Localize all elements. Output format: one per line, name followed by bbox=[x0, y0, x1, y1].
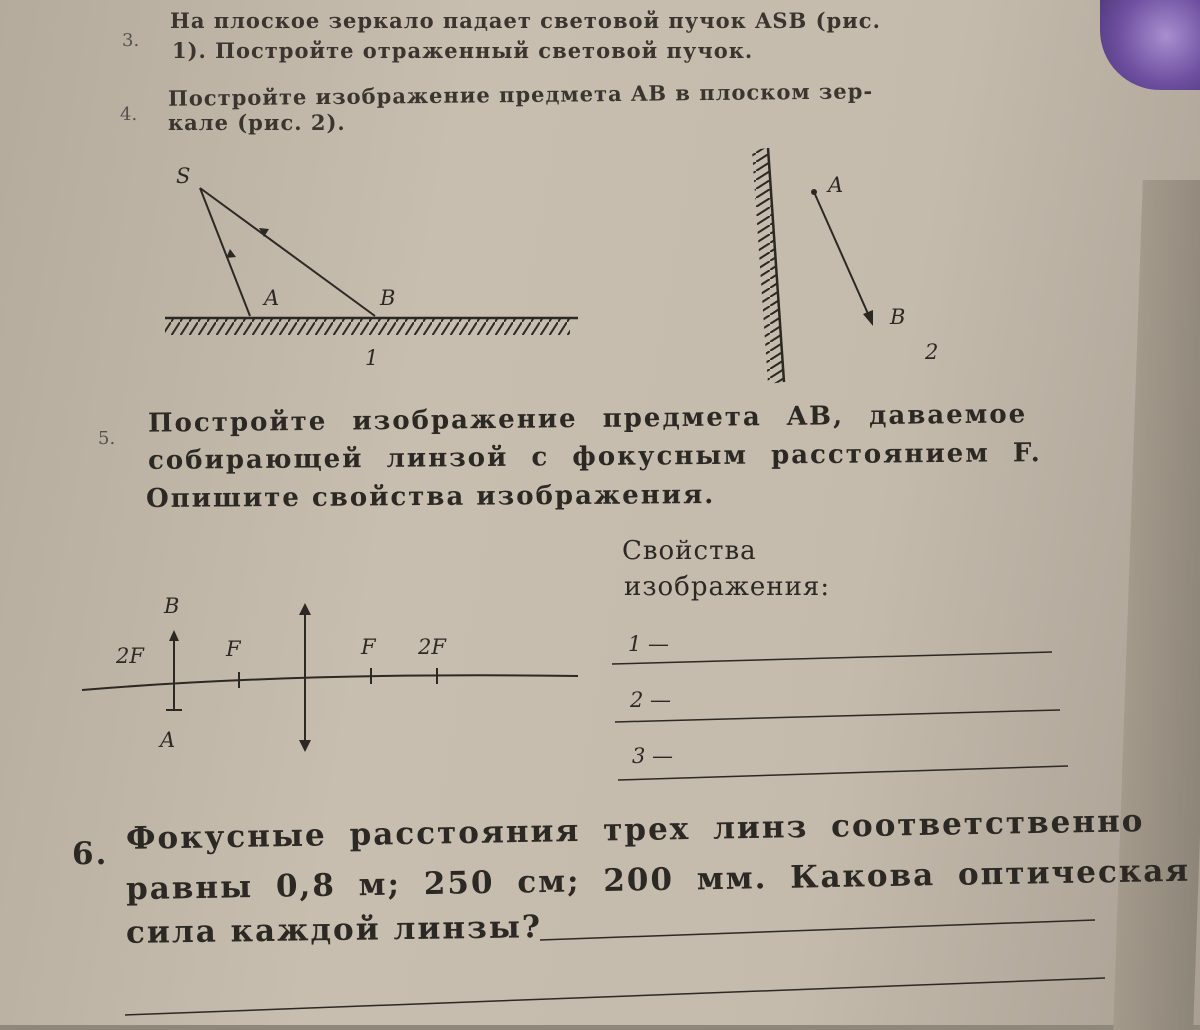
focus-ticks bbox=[239, 668, 437, 688]
task6-line2: равны 0,8 м; 250 см; 200 мм. Какова оптическая bbox=[125, 852, 1191, 908]
task5-line1: Постройте изображение предмета AB, даваемое bbox=[147, 399, 1028, 439]
lens-label-2f-right: 2F bbox=[418, 635, 446, 659]
figure1-mirror bbox=[165, 318, 578, 335]
lens-label-b: B bbox=[164, 594, 180, 618]
lens-label-a: A bbox=[160, 728, 176, 752]
figure1-rays bbox=[200, 188, 375, 316]
task4-number: 4. bbox=[120, 104, 138, 125]
figure2-caption: 2 bbox=[925, 340, 939, 364]
lens-optical-axis bbox=[82, 675, 578, 690]
figure1-label-b: B bbox=[380, 286, 396, 310]
property-item-3: 3 — bbox=[632, 744, 674, 768]
task6-line3: сила каждой линзы? bbox=[125, 909, 543, 951]
lens-label-2f-left: 2F bbox=[116, 644, 144, 668]
task3-line2: 1). Постройте отраженный световой пучок. bbox=[172, 38, 754, 63]
task3-number: 3. bbox=[122, 30, 140, 51]
task6-line1: Фокусные расстояния трех линз соответственно bbox=[125, 803, 1145, 857]
task4-line2: кале (рис. 2). bbox=[168, 110, 346, 135]
figure2-arrow-ab bbox=[811, 189, 873, 326]
properties-title-line2: изображения: bbox=[624, 572, 831, 602]
properties-title-line1: Свойства bbox=[622, 536, 757, 566]
lens-label-f-left: F bbox=[226, 637, 241, 661]
task3-line1: На плоское зеркало падает световой пучок ASB (рис. bbox=[170, 8, 881, 33]
figure2-mirror bbox=[752, 148, 784, 384]
property-item-2: 2 — bbox=[630, 688, 672, 712]
task6-number: 6. bbox=[72, 836, 109, 872]
figure1-caption: 1 bbox=[365, 346, 379, 370]
task5-number: 5. bbox=[98, 428, 116, 449]
task4-line1: Постройте изображение предмета AB в плоском зер- bbox=[167, 78, 874, 111]
figure1-label-s: S bbox=[176, 164, 191, 188]
object-arrow-ab bbox=[166, 630, 182, 710]
figure2-label-b: B bbox=[890, 305, 906, 329]
property-item-1: 1 — bbox=[628, 632, 670, 656]
task5-line3: Опишите свойства изображения. bbox=[145, 480, 716, 514]
task5-line2: собирающей линзой с фокусным расстоянием F. bbox=[147, 438, 1042, 476]
figure2-label-a: A bbox=[828, 173, 844, 197]
figure1-label-a: A bbox=[264, 286, 280, 310]
lens-label-f-right: F bbox=[361, 635, 376, 659]
